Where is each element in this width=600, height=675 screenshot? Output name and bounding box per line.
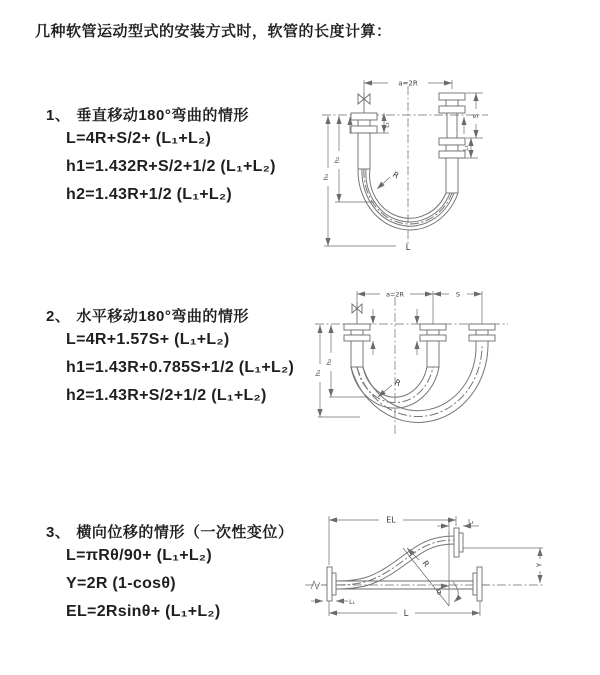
formula-h1: h1=1.432R+S/2+1/2 (L₁+L₂) (66, 158, 276, 175)
dim-label-fitting: L₁ (468, 518, 474, 526)
diagram-vertical-180-bend (316, 72, 496, 254)
page-title: 几种软管运动型式的安装方式时，软管的长度计算： (35, 23, 392, 40)
dimension-stroke (466, 93, 483, 138)
left-flange-fitting (351, 113, 377, 169)
section-heading (46, 305, 294, 326)
left-flange (321, 567, 336, 601)
dim-label-el: EL (386, 515, 396, 525)
dim-label-fitting: L₁ (349, 599, 355, 606)
dim-label-h1: h₁ (322, 173, 330, 181)
right-flange-fitting (469, 324, 495, 347)
formula-h2: h2=1.43R+S/2+1/2 (L₁+L₂) (66, 387, 267, 404)
formula-h1: h1=1.43R+0.785S+1/2 (L₁+L₂) (66, 359, 295, 376)
valve-icon (358, 92, 370, 113)
radius-leader (407, 548, 431, 569)
left-flange-fitting (344, 324, 370, 367)
section-number: 1、 (46, 107, 71, 124)
dim-label-fitting: L₁ (383, 122, 391, 128)
formula-length: L=πRθ/90+ (L₁+L₂) (66, 547, 212, 564)
centerline-break-mark (311, 581, 320, 589)
section-heading (46, 104, 276, 125)
dim-label-h2: h₂ (333, 156, 341, 164)
braided-hose-section (427, 341, 439, 367)
dimension-fitting-bottom (311, 599, 355, 606)
displaced-flange (454, 528, 463, 557)
section-horizontal-movement (46, 305, 294, 410)
diagram-horizontal-180-bend (312, 284, 512, 439)
hose-u-bend (351, 346, 488, 422)
braided-hose-section (446, 158, 458, 193)
radius-label: R (420, 558, 431, 569)
formula-length: L=4R+S/2+ (L₁+L₂) (66, 130, 212, 147)
valve-icon (352, 302, 362, 324)
length-label: L (405, 243, 411, 253)
angle-label: θ (436, 589, 442, 597)
braided-hose-section (358, 133, 370, 169)
right-flange-fitting (439, 93, 465, 193)
formula-el: EL=2Rsinθ+ (L₁+L₂) (66, 603, 221, 620)
dim-label-h2: h₂ (325, 358, 333, 366)
braided-hose-section (351, 341, 363, 367)
radius-leader (377, 170, 401, 189)
radius-label: R (391, 169, 401, 181)
dim-label-y: Y (535, 562, 544, 568)
dimension-span (357, 291, 482, 325)
angle-theta (403, 532, 458, 606)
section-heading-text: 水平移动180°弯曲的情形 (76, 308, 249, 325)
section-lateral-displacement (46, 521, 293, 626)
right-flange (473, 567, 489, 601)
dim-label-fitting: L₁ (462, 145, 470, 151)
section-number: 2、 (46, 308, 71, 325)
section-heading-text: 垂直移动180°弯曲的情形 (76, 107, 249, 124)
dim-label-stroke: S (455, 290, 461, 299)
dim-label-l: L (403, 609, 409, 619)
dimension-el (329, 516, 456, 566)
dim-label-span: a=2R (385, 290, 405, 299)
section-heading (46, 521, 293, 542)
dim-label-stroke: S (472, 113, 480, 119)
diagram-lateral-displacement (303, 502, 548, 624)
section-vertical-movement (46, 104, 276, 209)
dim-label-h1: h₁ (314, 369, 322, 377)
middle-flange-fitting (420, 324, 446, 367)
formula-length: L=4R+1.57S+ (L₁+L₂) (66, 331, 230, 348)
formula-h2: h2=1.43R+1/2 (L₁+L₂) (66, 186, 233, 203)
dim-label-span: a=2R (398, 79, 418, 88)
section-number: 3、 (46, 524, 71, 541)
section-heading-text: 横向位移的情形（一次性变位） (76, 524, 294, 541)
formula-y: Y=2R (1-cosθ) (66, 575, 176, 592)
radius-label: R (393, 377, 402, 389)
radius-leader (378, 378, 402, 397)
